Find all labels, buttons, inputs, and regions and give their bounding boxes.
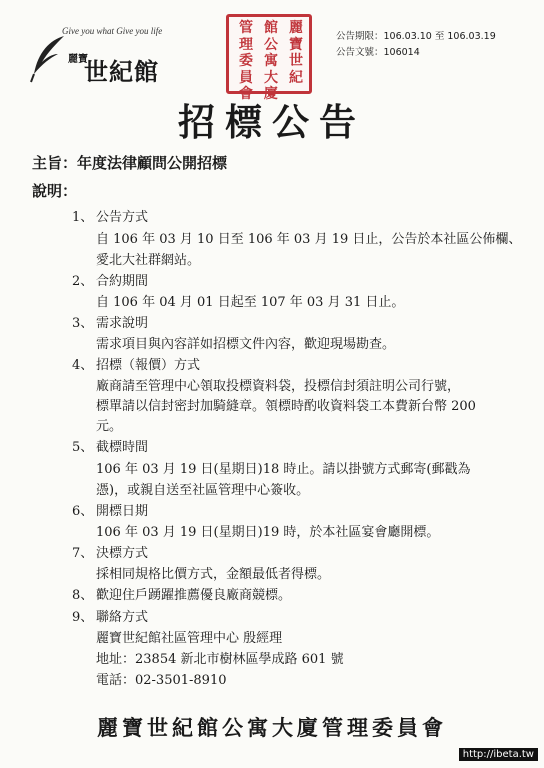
- item-number: 4、: [72, 358, 94, 373]
- item-heading: 開標日期: [96, 504, 149, 519]
- issuer-signature: 麗寶世紀館公寓大廈管理委員會: [97, 715, 447, 740]
- item-number: 3、: [72, 316, 94, 331]
- logo-brand: 世紀館: [84, 57, 159, 86]
- logo-brand-small: 麗寶: [68, 54, 88, 65]
- logo-slogan: Give you what Give you life: [62, 26, 163, 36]
- red-seal-stamp: [226, 14, 312, 102]
- item-line: 自 106 年 03 月 10 日至 106 年 03 月 19 日止，公告於本社區公佈欄、: [96, 232, 522, 247]
- document-number: 公告文號：106014: [336, 47, 420, 58]
- item-number: 7、: [72, 546, 94, 561]
- item-heading: 合約期間: [96, 274, 149, 289]
- item-heading: 招標（報價）方式: [96, 358, 201, 373]
- item-number: 2、: [72, 274, 94, 289]
- seal-column: 麗寶世紀: [289, 20, 303, 86]
- item-line: 愛北大社群網站。: [96, 253, 201, 268]
- page-title: 招標公告: [178, 100, 366, 144]
- feather-quill-icon: [28, 34, 68, 84]
- item-line: 標單請以信封密封加騎縫章。領標時酌收資料袋工本費新台幣 200: [96, 399, 476, 414]
- item-line: 廠商請至管理中心領取投標資料袋，投標信封須註明公司行號，: [96, 379, 461, 394]
- item-line: 106 年 03 月 19 日(星期日)18 時止。請以掛號方式郵寄(郵戳為: [96, 462, 471, 477]
- item-number: 9、: [72, 610, 94, 625]
- item-heading: 決標方式: [96, 546, 149, 561]
- item-number: 5、: [72, 440, 94, 455]
- item-line: 自 106 年 04 月 01 日起至 107 年 03 月 31 日止。: [96, 295, 405, 310]
- subject-line: 主旨：年度法律顧問公開招標: [32, 154, 228, 172]
- item-heading: 公告方式: [96, 210, 149, 225]
- item-line: 元。: [96, 419, 123, 434]
- item-line: 採相同規格比價方式，金額最低者得標。: [96, 567, 331, 582]
- seal-column: 管理委員會: [239, 20, 253, 102]
- item-number: 8、: [72, 588, 94, 603]
- contact-office: 麗寶世紀館社區管理中心 殷經理: [96, 631, 283, 646]
- item-number: 1、: [72, 210, 94, 225]
- logo: [22, 22, 172, 92]
- item-heading: 截標時間: [96, 440, 149, 455]
- item-heading: 需求說明: [96, 316, 149, 331]
- item-heading: 聯絡方式: [96, 610, 149, 625]
- item-number: 6、: [72, 504, 94, 519]
- item-line: 憑)，或親自送至社區管理中心簽收。: [96, 483, 310, 498]
- contact-address: 地址：23854 新北市樹林區學成路 601 號: [96, 652, 344, 667]
- item-line: 需求項目與內容詳如招標文件內容，歡迎現場勘查。: [96, 337, 396, 352]
- explanation-label: 說明：: [32, 182, 78, 200]
- seal-column: 館公寓大廈: [264, 20, 278, 102]
- item-line: 106 年 03 月 19 日(星期日)19 時，於本社區宴會廳開標。: [96, 525, 440, 540]
- watermark: http://ibeta.tw: [459, 748, 538, 761]
- item-heading: 歡迎住戶踴躍推薦優良廠商競標。: [96, 588, 292, 603]
- contact-phone: 電話：02-3501-8910: [96, 673, 227, 688]
- notice-period: 公告期限：106.03.10 至 106.03.19: [336, 31, 496, 42]
